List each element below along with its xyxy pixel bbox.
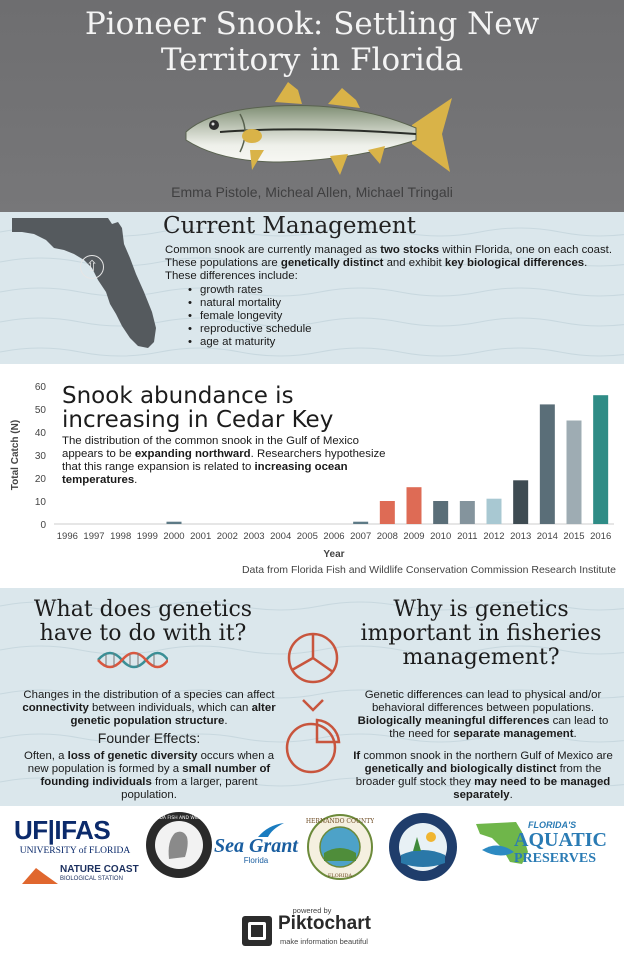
bar-2013: [513, 480, 528, 524]
x-tick-label: 2015: [563, 531, 585, 542]
x-tick-label: 1999: [136, 531, 158, 542]
dna-helix-icon: [96, 648, 168, 672]
x-tick-label: 2003: [243, 531, 265, 542]
x-tick-label: 2009: [403, 531, 425, 542]
bar-2000: [167, 522, 182, 524]
genetics-left-title: What does genetics have to do with it?: [33, 597, 253, 646]
x-tick-label: 2012: [483, 531, 505, 542]
bar-2008: [380, 501, 395, 524]
x-tick-label: 2016: [590, 531, 612, 542]
y-tick-label: 50: [34, 405, 46, 416]
x-tick-label: 2006: [323, 531, 345, 542]
svg-text:FLORIDA FISH AND WILDLIFE: FLORIDA FISH AND WILDLIFE: [146, 816, 212, 821]
data-source: Data from Florida Fish and Wildlife Conservation Commission Research Institute: [241, 564, 616, 576]
genetics-right-p1: Genetic differences can lead to physical and/or behavioral differences between populations. Biologically meaningful differences can lead to the need for separate management.: [357, 689, 609, 740]
bird-icon: [258, 823, 284, 839]
genetics-right-title: Why is genetics important in fisheries management?: [360, 597, 602, 670]
x-axis-label: Year: [323, 549, 345, 560]
y-tick-label: 0: [40, 520, 46, 531]
aquatic-preserves-logo: FLORIDA'S AQUATIC PRESERVES: [472, 818, 616, 868]
location-pin-icon: ⇧: [80, 255, 104, 279]
title-line-2: Territory in Florida: [160, 42, 464, 78]
y-tick-label: 10: [34, 497, 46, 508]
bar-2009: [407, 487, 422, 524]
dep-seal-logo: [387, 811, 459, 883]
list-item: • age at maturity: [188, 336, 276, 348]
page-title: [0, 6, 624, 78]
x-tick-label: 2007: [350, 531, 372, 542]
y-axis-label: Total Catch (N): [10, 419, 21, 491]
x-tick-label: 2013: [510, 531, 532, 542]
x-tick-label: 1996: [56, 531, 78, 542]
x-tick-label: 2004: [270, 531, 292, 542]
piktochart-wordmark[interactable]: Piktochart: [278, 913, 371, 934]
hernando-county-seal-logo: [306, 813, 374, 881]
bar-2015: [567, 421, 582, 525]
title-line-1: Pioneer Snook: Settling New: [84, 6, 540, 42]
bar-2012: [487, 499, 502, 524]
bar-2011: [460, 501, 475, 524]
florida-map: [12, 216, 162, 362]
x-tick-label: 2014: [536, 531, 558, 542]
y-tick-label: 20: [34, 474, 46, 485]
x-tick-label: 2002: [216, 531, 238, 542]
uf-ifas-logo: UF|IFAS UNIVERSITY of FLORIDA: [14, 815, 131, 856]
authors-line: Emma Pistole, Micheal Allen, Michael Tringali: [171, 184, 453, 200]
y-tick-label: 30: [34, 451, 46, 462]
abundance-text: The distribution of the common snook in the Gulf of Mexico appears to be expanding northward. Researchers hypothesize that this range expansion is related to increasing ocean temperatures.: [62, 435, 386, 486]
x-tick-label: 2001: [190, 531, 212, 542]
snook-fish-illustration: [180, 80, 460, 185]
piktochart-tagline: make information beautiful: [280, 937, 368, 946]
list-item: • natural mortality: [188, 297, 282, 309]
x-tick-label: 2005: [296, 531, 318, 542]
x-tick-label: 2010: [430, 531, 452, 542]
powered-by-label: powered by: [292, 906, 332, 915]
svg-text:HERNANDO COUNTY: HERNANDO COUNTY: [306, 818, 374, 825]
piktochart-icon: [242, 916, 272, 946]
x-tick-label: 1998: [110, 531, 132, 542]
management-title: Current Management: [163, 213, 416, 239]
svg-text:FLORIDA: FLORIDA: [327, 873, 353, 879]
bar-2010: [433, 501, 448, 524]
bar-2016: [593, 395, 608, 524]
management-intro: Common snook are currently managed as two stocks within Florida, one on each coast. These populations are genetically distinct and exhibit key biological differences. These differences include:: [165, 244, 612, 282]
bar-2014: [540, 404, 555, 524]
x-tick-label: 1997: [83, 531, 105, 542]
list-item: • growth rates: [188, 284, 263, 296]
x-tick-label: 2000: [163, 531, 185, 542]
y-tick-label: 60: [34, 382, 46, 393]
nature-coast-logo: NATURE COAST BIOLOGICAL STATION: [22, 864, 142, 890]
y-tick-label: 40: [34, 428, 46, 439]
hero-banner: [0, 0, 624, 212]
genetics-left-p1: Changes in the distribution of a species can affect connectivity between individuals, which can alter genetic population structure.: [22, 689, 276, 727]
founder-effects-heading: Founder Effects:: [97, 730, 201, 746]
differences-list: [188, 284, 420, 349]
fin-icon: [22, 866, 58, 886]
genetics-right-p2: If common snook in the northern Gulf of Mexico are genetically and biologically distinct from the broader gulf stock they may need to be managed separately.: [353, 750, 613, 801]
list-item: • reproductive schedule: [188, 323, 312, 335]
x-tick-label: 2008: [376, 531, 398, 542]
x-tick-label: 2011: [457, 531, 478, 542]
abundance-title: Snook abundance is increasing in Cedar Key: [62, 383, 334, 433]
bar-2007: [353, 522, 368, 524]
list-item: • female longevity: [188, 310, 283, 322]
fwc-seal-logo: [145, 811, 213, 879]
genetics-left-p2: Often, a loss of genetic diversity occurs when a new population is formed by a small number of founding individuals from a larger, parent population.: [23, 750, 275, 801]
sea-grant-logo: Sea Grant Florida: [214, 835, 298, 865]
pie-split-icon: [283, 630, 343, 775]
